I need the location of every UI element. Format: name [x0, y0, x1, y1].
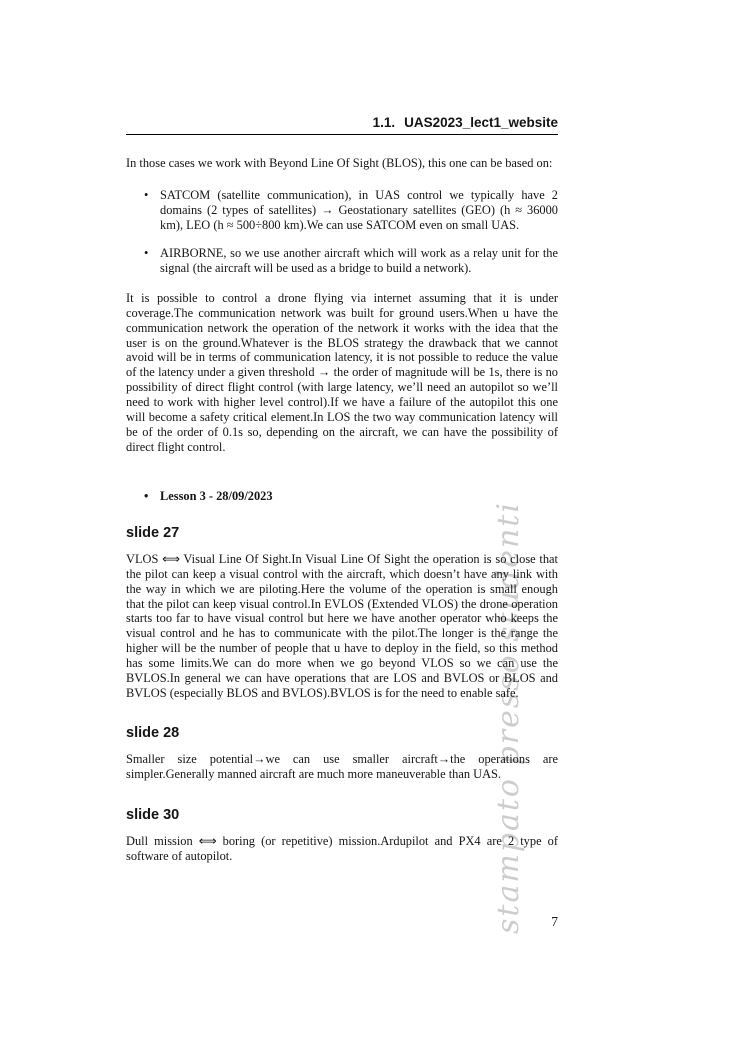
blos-latency-paragraph: It is possible to control a drone flying via internet assuming that it is under coverage.The communication network was built for ground users.When u have the communication network the operation of the network it works with the idea that the user is on the ground.Whatever is the BLOS strategy the drawback that we cannot avoid will be in terms of communication latency, it is not possible to reduce the value of the latency under a given threshold → the order of magnitude will be 1s, there is no possibility of direct flight control (with large latency, we’ll need an autopilot so we’ll need to work with higher level control).If we have a failure of the autopilot this one will become a safety critical element.In LOS the two way communication latency will be of the order of 0.1s so, depending on the aircraft, we can have the possibility of direct flight control.	[126, 291, 558, 454]
lesson-label: Lesson 3 - 28/09/2023	[160, 489, 273, 504]
list-item-satcom	[126, 188, 558, 233]
heading-slide-27: slide 27	[126, 525, 180, 542]
bullet-icon: •	[144, 187, 149, 202]
list-item-lesson	[126, 489, 558, 504]
heading-slide-28: slide 28	[126, 725, 180, 742]
list-item-airborne	[126, 246, 558, 276]
page-number: 7	[551, 914, 558, 929]
bullet-icon: •	[144, 246, 149, 261]
slide-27-paragraph: VLOS ⟺ Visual Line Of Sight.In Visual Line Of Sight the operation is so close that the pilot can keep a visual control with the aircraft, which doesn’t have any link with the way in which we are piloting.Here the volume of the operation is small enough that the pilot can keep visual control.In EVLOS (Extended VLOS) the drone operation starts too far to have visual control but here we have another operator who keeps the visual control and he has to communicate with the pilot.The longer is the range the higher will be the number of people that u have to deploy in the field, so this method has some limits.We can do more when we go beyond VLOS so we can use the BVLOS.In general we can have operations that are LOS and BVLOS or BLOS and BVLOS (especially BLOS and BVLOS).BVLOS is for the need to enable safe.	[126, 552, 558, 700]
list-item-text: AIRBORNE, so we use another aircraft which will work as a relay unit for the signal (the aircraft will be used as a bridge to build a network).	[160, 246, 558, 276]
header-rule	[126, 134, 558, 135]
intro-paragraph: In those cases we work with Beyond Line Of Sight (BLOS), this one can be based on:	[126, 156, 553, 170]
watermark-text: stampato presso studenti	[491, 501, 526, 934]
page-header	[126, 115, 558, 130]
document-body	[126, 156, 558, 864]
slide-28-paragraph: Smaller size potential→we can use smaller aircraft→the operations are simpler.Generally manned aircraft are much more maneuverable than UAS.	[126, 752, 558, 782]
list-item-text: SATCOM (satellite communication), in UAS control we typically have 2 domains (2 types of satellites) → Geostationary satellites (GEO) (h ≈ 36000 km), LEO (h ≈ 500÷800 km).We can use SATCOM even on small UAS.	[160, 187, 558, 232]
header-section-number: 1.1.	[372, 115, 396, 130]
header-title: UAS2023_lect1_website	[404, 115, 558, 130]
slide-30-paragraph: Dull mission ⟺ boring (or repetitive) mission.Ardupilot and PX4 are 2 type of software of autopilot.	[126, 833, 558, 863]
blos-bullet-list	[126, 188, 558, 276]
heading-slide-30: slide 30	[126, 807, 180, 823]
bullet-icon: •	[144, 489, 149, 504]
lesson-bullet-list	[126, 489, 558, 504]
